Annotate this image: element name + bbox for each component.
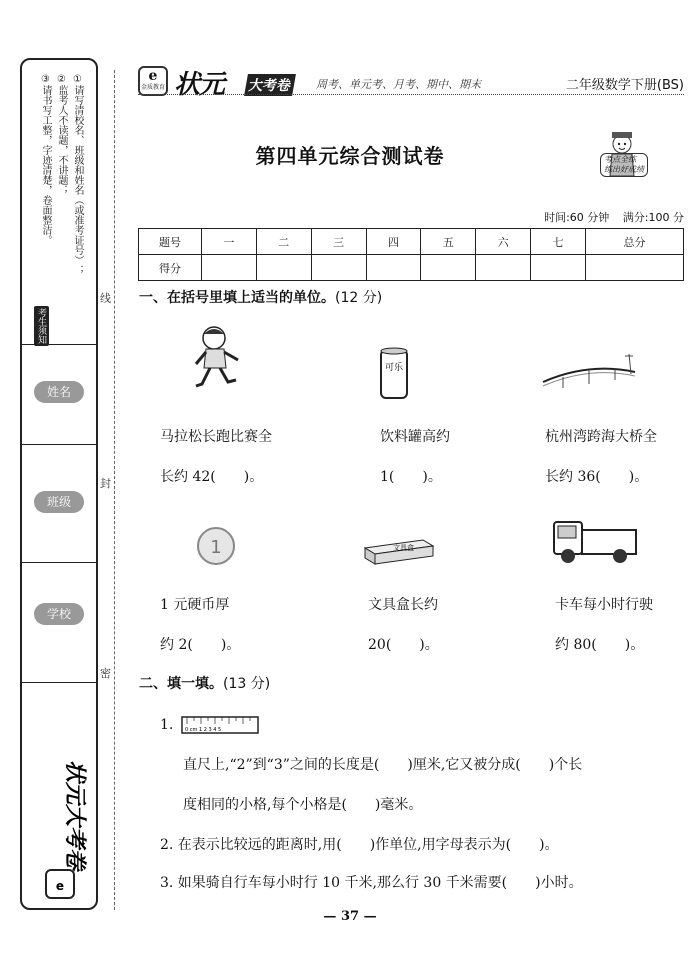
score-cell[interactable] [476, 255, 531, 281]
class-label: 班级 [34, 491, 84, 513]
rule-2: ②监考人不读题，不讲题； [56, 74, 67, 195]
exam-type-tags: 周考、单元考、月考、期中、期末 [316, 78, 481, 91]
brand-subtitle: 大考卷 [244, 74, 296, 96]
svg-text:可乐: 可乐 [384, 363, 404, 373]
runner-icon [192, 324, 244, 396]
svg-text:1: 1 [210, 537, 222, 558]
mascot-caption: 考点全练 练出好成绩 [600, 153, 648, 177]
item-coin: 1 元硬币厚 约 2( )。 [160, 597, 241, 653]
svg-text:状元大考卷: 状元大考卷 [62, 760, 87, 871]
class-field[interactable] [22, 444, 96, 563]
svg-text:e: e [55, 879, 65, 893]
page-number: — 37 — [323, 909, 377, 924]
score-header-cell: 总分 [586, 229, 684, 255]
rule-3: ③请书写工整，字迹清楚，卷面整洁。 [40, 74, 51, 245]
svg-text:0 cm 1 2 3 4 5: 0 cm 1 2 3 4 5 [185, 727, 222, 733]
score-table [138, 228, 684, 281]
drink-can-icon [379, 346, 409, 400]
truck-icon [552, 508, 638, 566]
score-header-cell: 题号 [139, 229, 202, 255]
score-row-label: 得分 [139, 255, 202, 281]
item-pencil-box: 文具盒长约 20( )。 [368, 597, 439, 653]
strip-divider [22, 682, 96, 683]
brand-name: 状元 [174, 70, 225, 100]
score-table-header-row [139, 229, 684, 255]
brand-logo-icon: e 金质教育 [138, 66, 168, 96]
ruler-icon [181, 716, 259, 734]
section-1-title: 一、在括号里填上适当的单位。(12 分) [139, 290, 383, 306]
score-header-cell: 三 [311, 229, 366, 255]
rules-badge: 考生须知 [34, 306, 49, 346]
score-cell[interactable] [202, 255, 257, 281]
page-title: 第四单元综合测试卷 [255, 144, 445, 168]
page-header [138, 62, 684, 102]
score-cell[interactable] [531, 255, 586, 281]
question-1-line-2: 度相同的小格,每个小格是( )毫米。 [183, 797, 423, 813]
section-2-title: 二、填一填。(13 分) [139, 676, 271, 692]
pencil-box-icon [363, 538, 435, 566]
question-1-number: 1. [160, 717, 174, 733]
item-bridge: 杭州湾跨海大桥全 长约 36( )。 [545, 429, 657, 485]
question-2: 2. 在表示比较远的距离时,用( )作单位,用字母表示为( )。 [160, 837, 559, 853]
binding-strip [20, 58, 98, 910]
score-cell[interactable] [366, 255, 421, 281]
score-header-cell: 七 [531, 229, 586, 255]
cut-line [114, 70, 115, 910]
exam-duration: 时间:60 分钟 [544, 211, 610, 224]
name-label: 姓名 [34, 381, 84, 403]
rule-1: ①请写清校名、班级和姓名（或准考证号）； [72, 74, 83, 275]
score-cell[interactable] [586, 255, 684, 281]
item-truck: 卡车每小时行驶 约 80( )。 [555, 597, 653, 653]
coin-icon [196, 526, 236, 566]
score-cell[interactable] [256, 255, 311, 281]
exam-rules [26, 66, 92, 366]
exam-time-info [534, 209, 684, 225]
score-header-cell: 六 [476, 229, 531, 255]
score-header-cell: 一 [202, 229, 257, 255]
header-divider [138, 94, 684, 95]
grade-label: 二年级数学下册(BS) [565, 78, 684, 93]
school-label: 学校 [34, 603, 84, 625]
question-3: 3. 如果骑自行车每小时行 10 千米,那么行 30 千米需要( )小时。 [160, 875, 583, 891]
brand-logo-vertical [42, 750, 87, 905]
cut-mark-line: 线 [100, 292, 111, 305]
cut-mark-seal: 封 [100, 477, 111, 490]
exam-full-marks: 满分:100 分 [622, 211, 684, 224]
score-table-score-row [139, 255, 684, 281]
score-header-cell: 五 [421, 229, 476, 255]
cut-mark-secret: 密 [100, 667, 111, 680]
item-can: 饮料罐高约 1( )。 [380, 429, 450, 485]
score-cell[interactable] [421, 255, 476, 281]
score-header-cell: 四 [366, 229, 421, 255]
question-1-line-1: 直尺上,“2”到“3”之间的长度是( )厘米,它又被分成( )个长 [183, 757, 583, 773]
svg-text:文具盒: 文具盒 [393, 544, 414, 552]
score-cell[interactable] [311, 255, 366, 281]
score-header-cell: 二 [256, 229, 311, 255]
bridge-icon [543, 352, 635, 392]
name-field[interactable] [22, 344, 96, 443]
item-marathon: 马拉松长跑比赛全 长约 42( )。 [160, 429, 272, 485]
school-field[interactable] [22, 562, 96, 683]
